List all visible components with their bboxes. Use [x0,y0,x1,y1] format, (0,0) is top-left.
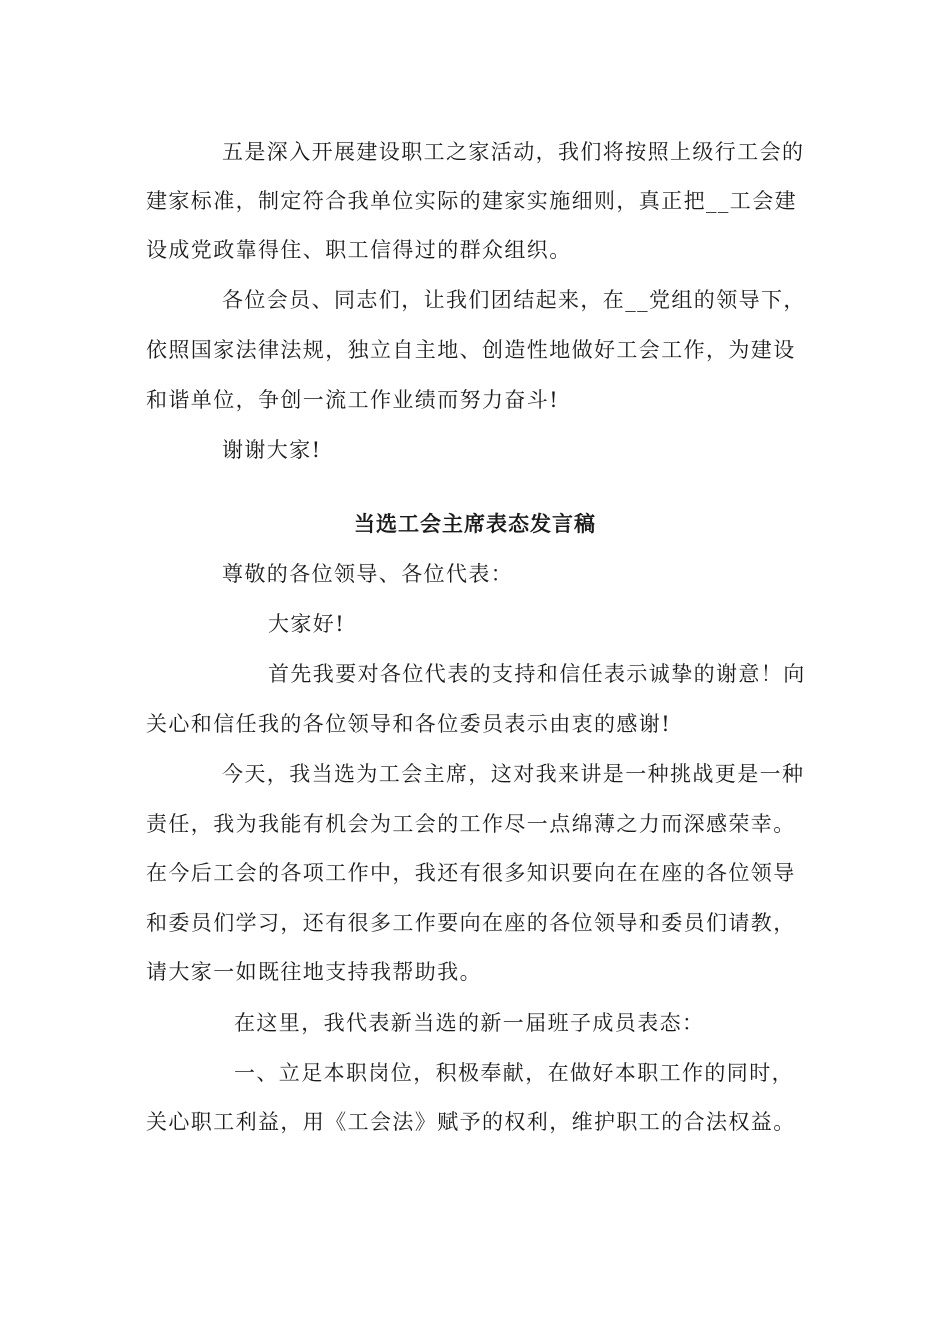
paragraph-line: 首先我要对各位代表的支持和信任表示诚挚的谢意！向 [268,662,806,686]
paragraph-line: 在这里，我代表新当选的新一届班子成员表态： [234,1011,705,1035]
paragraph-line: 各位会员、同志们，让我们团结起来，在__党组的领导下， [222,288,806,312]
paragraph-line: 在今后工会的各项工作中，我还有很多知识要向在在座的各位领导 [146,861,796,885]
greeting: 大家好! [268,612,346,636]
paragraph-line: 五是深入开展建设职工之家活动，我们将按照上级行工会的 [222,140,805,164]
paragraph-line: 和谐单位，争创一流工作业绩而努力奋斗! [146,388,560,412]
salutation: 尊敬的各位领导、各位代表： [222,562,514,586]
paragraph-line: 和委员们学习，还有很多工作要向在座的各位领导和委员们请教， [146,911,796,935]
paragraph-line: 设成党政靠得住、职工信得过的群众组织。 [146,238,572,262]
paragraph-line: 关心职工利益，用《工会法》赋予的权利，维护职工的合法权益。 [146,1110,796,1134]
closing-line: 谢谢大家! [222,438,322,462]
paragraph-line: 请大家一如既往地支持我帮助我。 [146,960,482,984]
paragraph-line: 建家标准，制定符合我单位实际的建家实施细则，真正把__工会建 [146,189,797,213]
paragraph-line: 一、立足本职岗位，积极奉献，在做好本职工作的同时， [234,1061,794,1085]
paragraph-line: 今天，我当选为工会主席，这对我来讲是一种挑战更是一种 [222,762,805,786]
paragraph-line: 关心和信任我的各位领导和各位委员表示由衷的感谢! [146,712,672,736]
paragraph-line: 责任，我为我能有机会为工会的工作尽一点绵薄之力而深感荣幸。 [146,812,796,836]
document-title: 当选工会主席表态发言稿 [354,511,596,536]
paragraph-line: 依照国家法律法规，独立自主地、创造性地做好工会工作，为建设 [146,338,796,362]
